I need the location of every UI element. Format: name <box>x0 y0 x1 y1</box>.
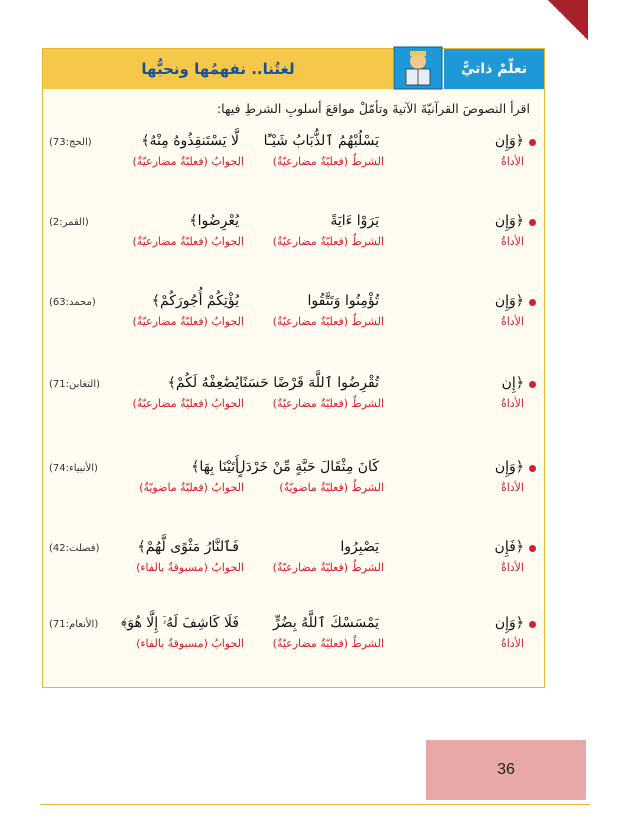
condition-label: الشرطُ (فعليّةٌ ماضويّةٌ) <box>279 481 384 494</box>
tool-label: الأداةُ <box>500 155 524 168</box>
bullet-icon <box>529 139 536 146</box>
answer-text: فَٱلنَّارُ مَثْوًى لَّهُمْ﴾ <box>137 539 239 555</box>
verse-reference: (القمر:2) <box>49 217 89 228</box>
answer-text: فَلَا كَاشِفَ لَهُۥٓ إِلَّا هُوَ﴾ <box>121 615 239 631</box>
verse-entry <box>43 459 544 503</box>
section-title: لغتُنا.. نفهمُها ونحبُّها <box>43 49 393 89</box>
verse-entry <box>43 133 544 177</box>
answer-label: الجوابُ (فعليّةٌ مضارعيّةٌ) <box>132 315 244 328</box>
verse-reference: (التغابن:71) <box>49 379 101 390</box>
condition-text: كَانَ مِثْقَالَ حَبَّةٍ مِّنْ خَرْدَلٍ <box>235 459 379 475</box>
condition-label: الشرطُ (فعليّةٌ مضارعيّةٌ) <box>272 235 384 248</box>
tool-label: الأداةُ <box>500 481 524 494</box>
answer-label: الجوابُ (فعليّةٌ مضارعيّةٌ) <box>132 397 244 410</box>
answer-label: الجوابُ (فعليّةٌ ماضويّةٌ) <box>139 481 244 494</box>
tool-label: الأداةُ <box>500 637 524 650</box>
answer-label: الجوابُ (مسبوقةٌ بالفاء) <box>136 561 244 574</box>
verse-reference: (فصلت:42) <box>49 543 100 554</box>
tool-label: الأداةُ <box>500 561 524 574</box>
verse-reference: (محمد:63) <box>49 297 96 308</box>
tool-text: ﴿فَإِن <box>494 539 524 555</box>
condition-label: الشرطُ (فعليّةٌ مضارعيّةٌ) <box>272 561 384 574</box>
condition-text: يَرَوْا ءَايَةً <box>330 213 379 229</box>
condition-text: يَسْلُبْهُمُ ٱلذُّبَابُ شَيْـًٔا <box>263 133 379 149</box>
condition-text: يَمْسَسْكَ ٱللَّهُ بِضُرٍّ <box>272 615 379 631</box>
self-learn-badge: تعلّمْ ذاتيًّ <box>444 49 544 89</box>
condition-text: تُؤْمِنُوا وَتَتَّقُوا <box>307 293 379 309</box>
footer-divider <box>40 804 590 805</box>
tool-label: الأداةُ <box>500 315 524 328</box>
answer-text: أَتَيْنَا بِهَا﴾ <box>191 459 239 475</box>
answer-text: يُعْرِضُوا﴾ <box>189 213 239 229</box>
condition-label: الشرطُ (فعليّةٌ مضارعيّةٌ) <box>272 315 384 328</box>
bullet-icon <box>529 299 536 306</box>
bullet-icon <box>529 545 536 552</box>
bullet-icon <box>529 219 536 226</box>
page-number: 36 <box>426 740 586 800</box>
bullet-icon <box>529 381 536 388</box>
answer-label: الجوابُ (مسبوقةٌ بالفاء) <box>136 637 244 650</box>
tool-text: ﴿وَإِن <box>494 133 524 149</box>
tool-text: ﴿إِن <box>501 375 524 391</box>
condition-text: يَصْبِرُوا <box>340 539 379 555</box>
bullet-icon <box>529 465 536 472</box>
reading-person-icon <box>392 45 444 91</box>
verse-entry <box>43 375 544 419</box>
verse-reference: (الأنبياء:74) <box>49 463 98 474</box>
answer-label: الجوابُ (فعليّةٌ مضارعيّةٌ) <box>132 235 244 248</box>
condition-label: الشرطُ (فعليّةٌ مضارعيّةٌ) <box>272 155 384 168</box>
exercise-frame <box>42 48 545 688</box>
verse-reference: (الحج:73) <box>49 137 92 148</box>
verse-entry <box>43 539 544 583</box>
tool-text: ﴿وَإِن <box>494 213 524 229</box>
verse-reference: (الأنعام:71) <box>49 619 99 630</box>
tool-label: الأداةُ <box>500 235 524 248</box>
condition-label: الشرطُ (فعليّةٌ مضارعيّةٌ) <box>272 397 384 410</box>
tool-text: ﴿وَإِن <box>494 293 524 309</box>
tool-label: الأداةُ <box>500 397 524 410</box>
answer-text: لَّا يَسْتَنقِذُوهُ مِنْهُ﴾ <box>141 133 239 149</box>
tool-text: ﴿وَإِن <box>494 615 524 631</box>
answer-text: يُؤْتِكُمْ أُجُورَكُمْ﴾ <box>151 293 239 309</box>
condition-text: تُقْرِضُوا ٱللَّهَ قَرْضًا حَسَنًا <box>239 375 379 391</box>
tool-text: ﴿وَإِن <box>494 459 524 475</box>
answer-text: يُضَٰعِفْهُ لَكُمْ﴾ <box>167 375 239 391</box>
corner-ribbon <box>548 0 588 40</box>
verse-entry <box>43 615 544 659</box>
instruction-text: اقرأ النصوصَ القرآنيّةَ الآتيةَ وتأمّلْ مواقعَ أسلوبِ الشرطِ فيها: <box>216 101 530 116</box>
verse-entry <box>43 293 544 337</box>
section-header <box>43 49 544 89</box>
answer-label: الجوابُ (فعليّةٌ مضارعيّةٌ) <box>132 155 244 168</box>
condition-label: الشرطُ (فعليّةٌ مضارعيّةٌ) <box>272 637 384 650</box>
verse-entry <box>43 213 544 257</box>
bullet-icon <box>529 621 536 628</box>
